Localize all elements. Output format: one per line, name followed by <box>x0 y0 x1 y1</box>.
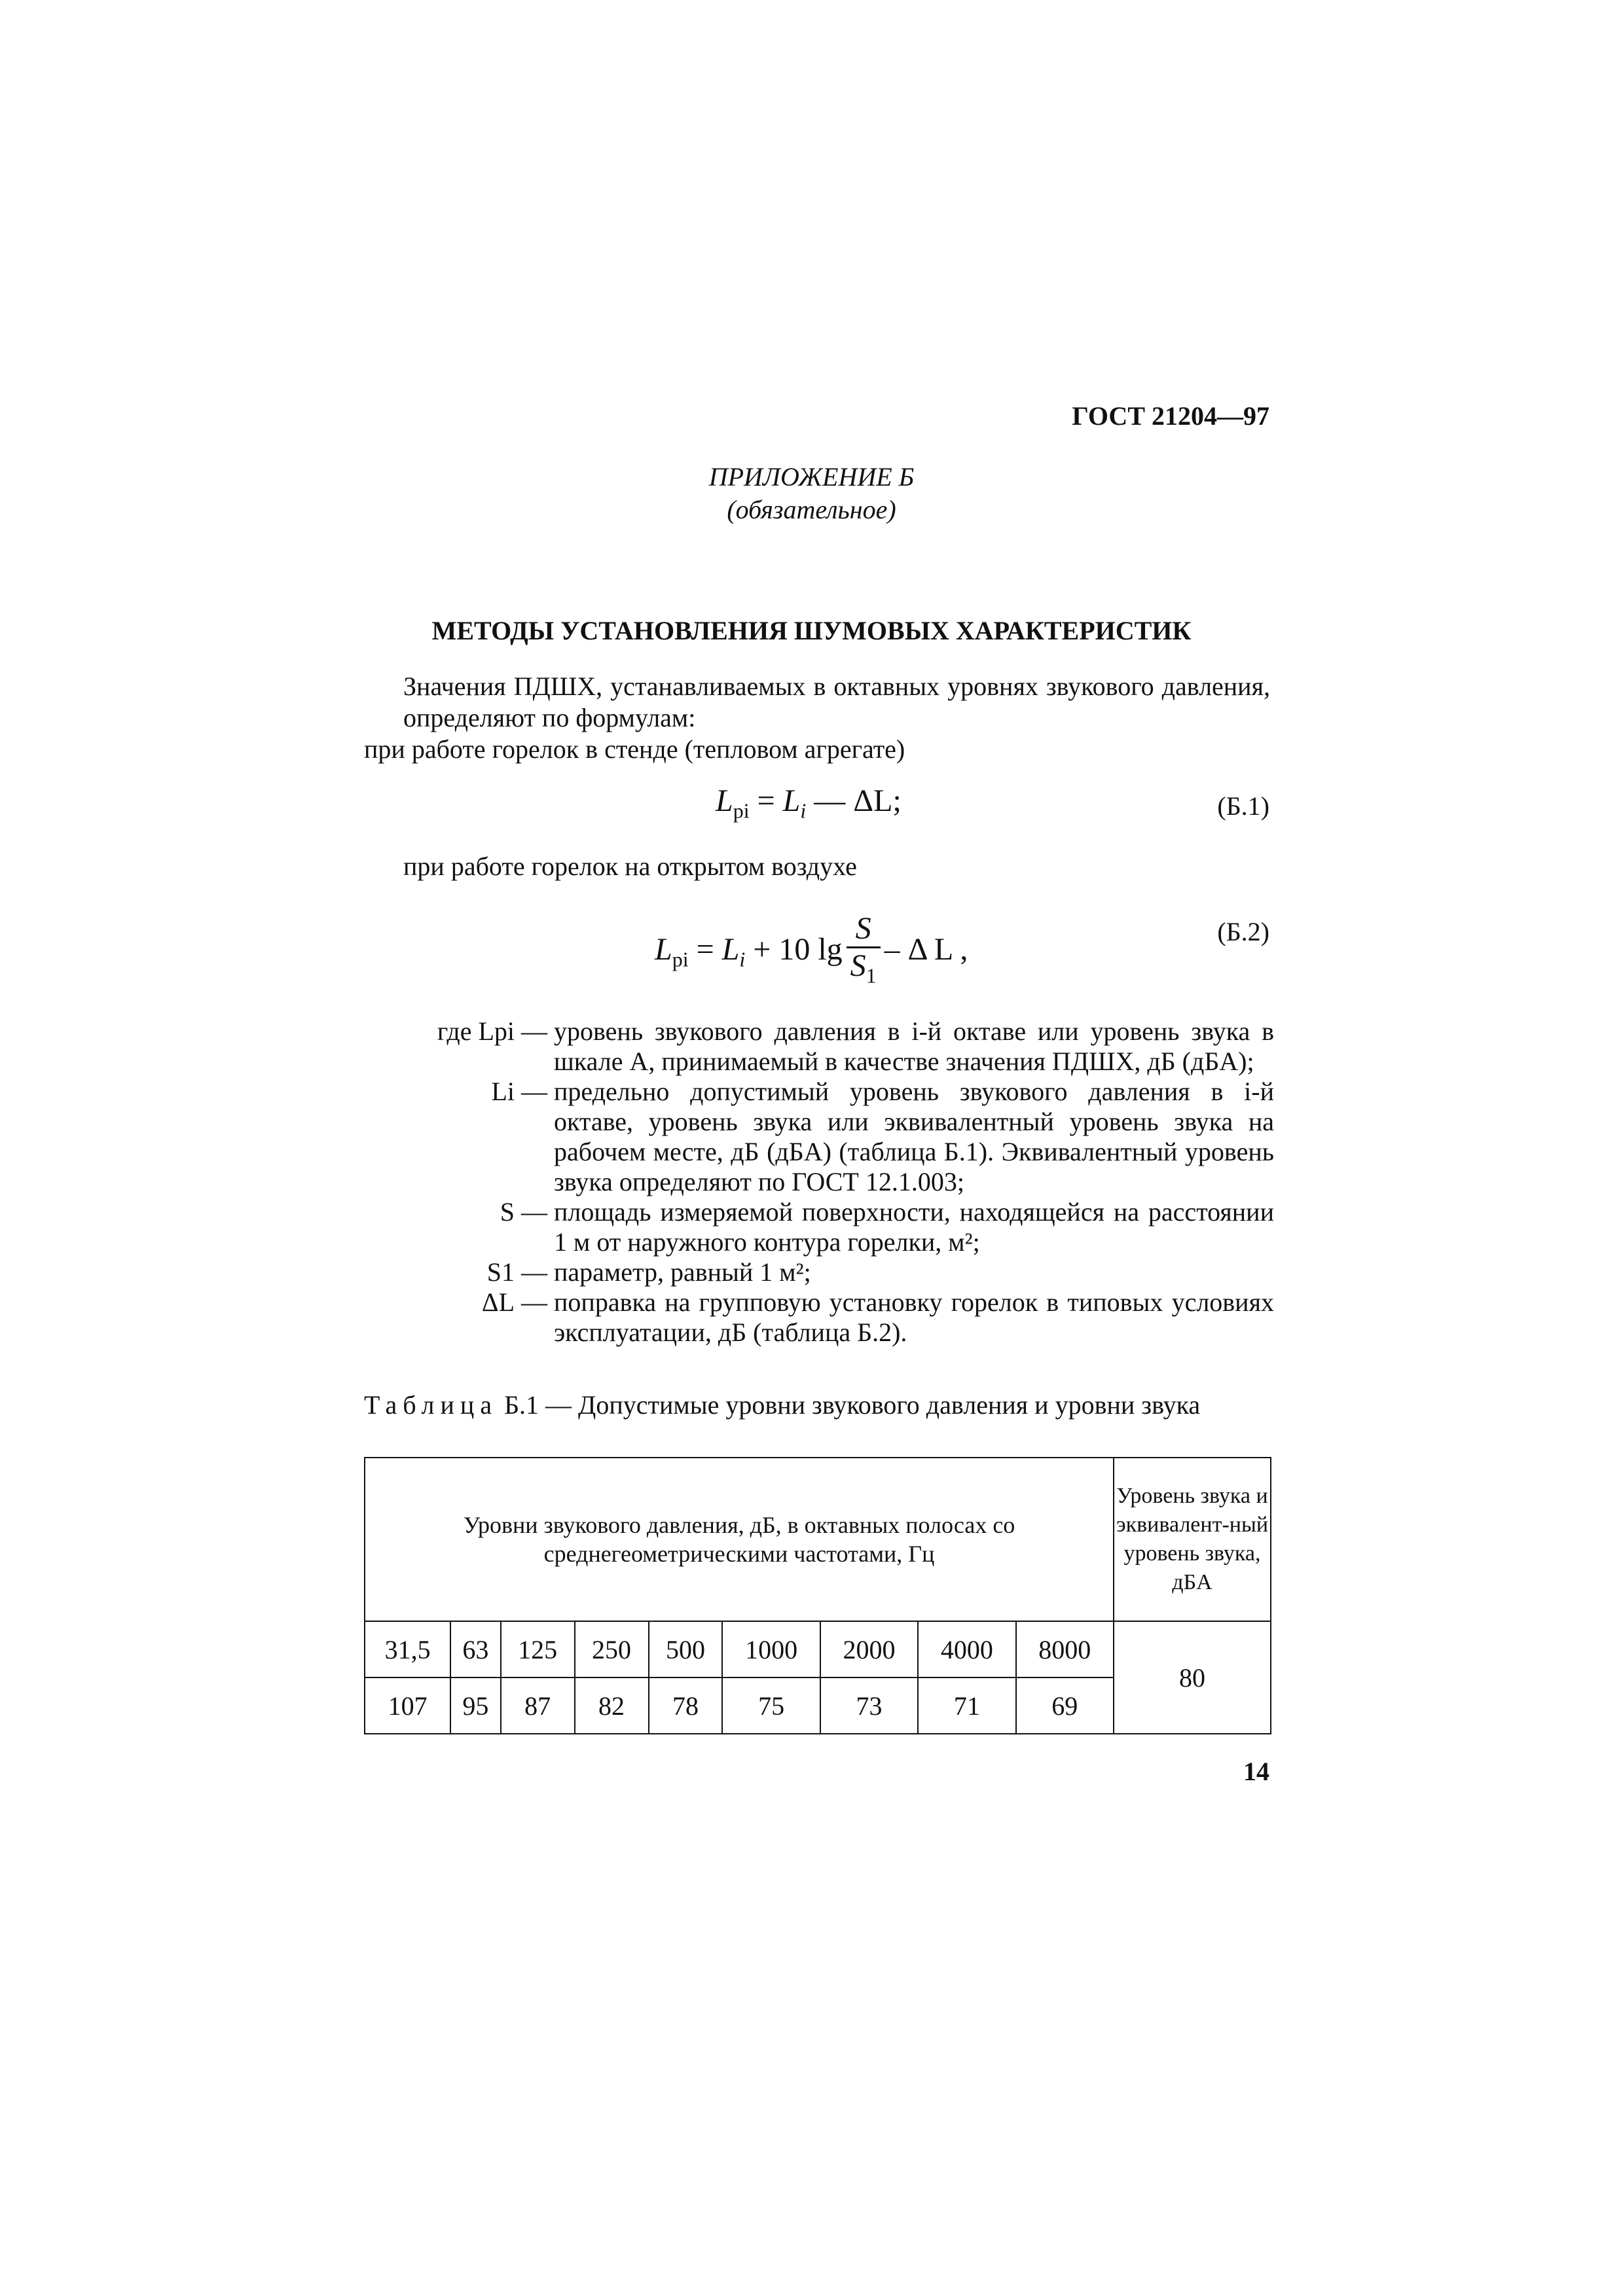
definitions-list <box>364 1016 1274 1348</box>
intro-line-2: при работе горелок в стенде (тепловом агрегате) <box>364 734 905 764</box>
formula-b1-term: L <box>782 783 801 818</box>
formula-b1-lhs-sub: pi <box>733 798 750 823</box>
formula-b2-fraction <box>847 911 881 994</box>
formula-b2 <box>655 911 968 994</box>
noise-levels-table <box>364 1457 1271 1734</box>
definition-text: уровень звукового давления в i-й октаве или уровень звука в шкале A, принимаемый в качестве значения ПДШХ, дБ (дБA); <box>554 1016 1274 1076</box>
table-cell-level: 87 <box>501 1677 575 1734</box>
table-caption <box>364 1390 1274 1420</box>
table-caption-text: Б.1 — Допустимые уровни звукового давления и уровни звука <box>504 1390 1201 1420</box>
definition-dash: — <box>521 1197 547 1227</box>
formula-b2-lhs-sub: pi <box>672 947 689 971</box>
definition-term: S1 <box>486 1257 515 1287</box>
definition-term: S <box>500 1197 515 1227</box>
table-header-row <box>365 1458 1271 1621</box>
definition-item <box>364 1287 1274 1348</box>
formula-b2-number: (Б.2) <box>1217 917 1269 946</box>
formula-b2-plus: + 10 lg <box>745 931 843 967</box>
definition-item <box>364 1077 1274 1197</box>
definition-term: Li <box>491 1077 515 1106</box>
table-cell-frequency: 63 <box>450 1621 501 1677</box>
definition-dash: — <box>521 1257 547 1287</box>
definition-item <box>364 1197 1274 1257</box>
appendix-title: ПРИЛОЖЕНИЕ Б <box>708 462 915 492</box>
formula-b2-term-sub: i <box>739 947 746 971</box>
formula-b2-tail: – Δ L , <box>884 931 968 967</box>
formula-b1-number: (Б.1) <box>1217 791 1269 821</box>
table-header-main: Уровни звукового давления, дБ, в октавных полосах со среднегеометрическими частотами, Гц <box>365 1458 1114 1621</box>
formula-b1-tail: — ΔL; <box>806 783 902 818</box>
table-cell-frequency: 500 <box>649 1621 723 1677</box>
formula-b2-frac-num: S <box>847 911 881 948</box>
table-header-side: Уровень звука и эквивалент-ный уровень звука, дБA <box>1114 1458 1271 1621</box>
intro-line-1: Значения ПДШХ, устанавливаемых в октавных уровнях звукового давления, определяют по формулам: <box>403 672 1270 732</box>
definition-text: площадь измеряемой поверхности, находящейся на расстоянии 1 м от наружного контура горелки, м²; <box>554 1197 1274 1257</box>
definition-text: предельно допустимый уровень звукового давления в i-й октаве, уровень звука или эквивалентный уровень звука на рабочем месте, дБ (дБA) (таблица Б.1). Эквивалентный уровень звука определяют по ГОСТ 12.1.003; <box>554 1077 1274 1196</box>
formula-b2-frac-den-sub: 1 <box>866 963 877 988</box>
table-cell-level: 75 <box>722 1677 820 1734</box>
table-cell-frequency: 1000 <box>722 1621 820 1677</box>
definition-item <box>364 1257 1274 1287</box>
definition-term: где Lpi <box>437 1016 515 1046</box>
table-cell-frequency: 31,5 <box>365 1621 450 1677</box>
formula-b2-lhs: L <box>655 931 672 967</box>
formula-b2-equals: = <box>688 931 722 967</box>
section-title: МЕТОДЫ УСТАНОВЛЕНИЯ ШУМОВЫХ ХАРАКТЕРИСТИК <box>431 616 1192 645</box>
formula-b1-lhs: L <box>716 783 733 818</box>
formula-b1-equals: = <box>749 783 783 818</box>
document-code: ГОСТ 21204—97 <box>1072 401 1269 431</box>
definition-text: поправка на групповую установку горелок в типовых условиях эксплуатации, дБ (таблица Б.2). <box>554 1287 1274 1347</box>
formula-b2-frac-den <box>847 948 881 994</box>
definition-dash: — <box>521 1016 547 1046</box>
table-cell-level: 82 <box>575 1677 649 1734</box>
definition-term: ΔL <box>481 1287 515 1317</box>
table-cell-frequency: 125 <box>501 1621 575 1677</box>
table-cell-frequency: 2000 <box>820 1621 918 1677</box>
intro-paragraph <box>364 671 1270 765</box>
appendix-status: (обязательное) <box>727 495 896 524</box>
formula-b2-term: L <box>721 931 740 967</box>
table-cell-sound-level: 80 <box>1114 1621 1271 1734</box>
table-cell-level: 73 <box>820 1677 918 1734</box>
definition-item <box>364 1016 1274 1077</box>
table-cell-level: 78 <box>649 1677 723 1734</box>
open-air-text: при работе горелок на открытом воздухе <box>403 852 857 881</box>
definition-text: параметр, равный 1 м²; <box>554 1257 811 1287</box>
formula-b1-term-sub: i <box>800 798 807 823</box>
table-cell-frequency: 8000 <box>1016 1621 1114 1677</box>
definition-dash: — <box>521 1287 547 1317</box>
table-caption-label: Таблица <box>364 1390 498 1420</box>
table-cell-level: 95 <box>450 1677 501 1734</box>
definition-dash: — <box>521 1077 547 1106</box>
page-number: 14 <box>1243 1757 1269 1786</box>
table-cell-frequency: 4000 <box>918 1621 1015 1677</box>
table-row-frequencies <box>365 1621 1271 1677</box>
table-cell-level: 69 <box>1016 1677 1114 1734</box>
table-cell-level: 71 <box>918 1677 1015 1734</box>
table-cell-frequency: 250 <box>575 1621 649 1677</box>
table-cell-level: 107 <box>365 1677 450 1734</box>
formula-b2-frac-den-symbol: S <box>850 948 866 983</box>
open-air-paragraph <box>364 851 1270 882</box>
formula-b1 <box>716 783 902 823</box>
